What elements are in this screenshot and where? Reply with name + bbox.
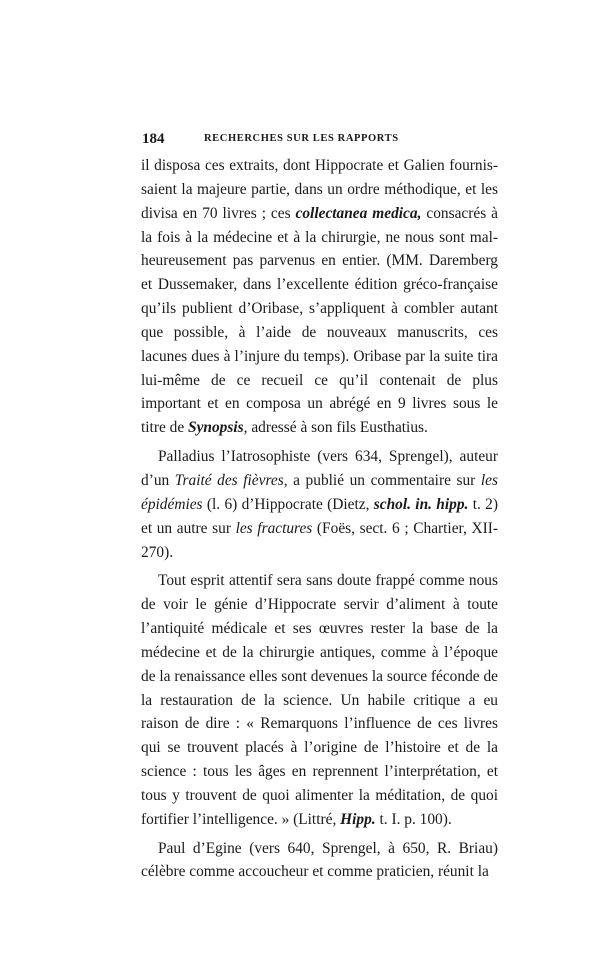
italic-text: les épidémies bbox=[141, 471, 498, 513]
page-number: 184 bbox=[142, 131, 165, 147]
paragraph-2 bbox=[141, 445, 498, 564]
text-run: t. 2) et un autre sur bbox=[141, 495, 498, 537]
page-header bbox=[142, 131, 494, 151]
text-run: , adressé à son fils Eusthatius. bbox=[243, 419, 428, 437]
text-run: (Foës, sect. 6 ; Chartier, XII-270). bbox=[141, 519, 499, 561]
bold-italic-text: collectanea medica, bbox=[295, 204, 422, 222]
text-run: , a publié un commentaire sur bbox=[283, 471, 481, 489]
text-run: Paul d’Egine (vers 640, Sprengel, à 650, R. Briau) célèbre comme accoucheur et comme praticien, réunit la bbox=[141, 839, 498, 881]
text-run: (l. 6) d’Hippocrate (Dietz, bbox=[202, 495, 374, 513]
text-run: consacrés à la fois à la médecine et à la chirurgie, ne nous sont malheureusement pas parvenus en entier. (MM. Daremberg et Dussemaker, dans l’excellente édition gréco-française qu’ils publient d’Oribase, s’appliquent à combler autant que possible, à l’aide de nouveaux manuscrits, ces lacunes dues à l’injure du temps). Oribase par la suite tira lui-même de ce recueil ce qu’il contenait de plus important et en composa un abrégé en 9 livres sous le titre de bbox=[141, 204, 498, 437]
text-run: t. I. p. 100). bbox=[375, 810, 452, 828]
bold-italic-text: schol. in. hipp. bbox=[373, 495, 469, 513]
paragraph-4 bbox=[141, 837, 498, 885]
bold-italic-text: Synopsis bbox=[188, 419, 244, 437]
text-run: Tout esprit attentif sera sans doute frappé comme nous de voir le génie d’Hippocrate servir d’aliment à toute l’antiquité médicale et ses œuvres rester la base de la médecine et de la chirurgie antiques, comme à l’époque de la renaissance elles sont devenues la source féconde de la restauration de la science. Un habile critique a eu raison de dire : « Remarquons l’influence de ces livres qui se trouvent placés à l’origine de l’histoire et de la science : tous les âges en reprennent l’interprétation, et tous y trouvent de quoi alimenter la méditation, de quoi fortifier l’intelligence. » (Littré, bbox=[141, 572, 498, 828]
body-text bbox=[141, 154, 498, 889]
paragraph-1 bbox=[141, 154, 498, 440]
paragraph-3 bbox=[141, 569, 498, 831]
italic-text: les fractures bbox=[235, 519, 313, 537]
text-run: il disposa ces extraits, dont Hippocrate et Galien fournissaient la majeure partie, dans un ordre méthodique, et les divisa en 70 livres ; ces bbox=[141, 157, 498, 222]
bold-italic-text: Hipp. bbox=[340, 810, 376, 828]
italic-text: Traité des fièvres bbox=[174, 471, 284, 489]
running-head: RECHERCHES SUR LES RAPPORTS bbox=[204, 133, 399, 144]
text-run: Palladius l’Iatrosophiste (vers 634, Sprengel), auteur d’un bbox=[141, 448, 498, 489]
